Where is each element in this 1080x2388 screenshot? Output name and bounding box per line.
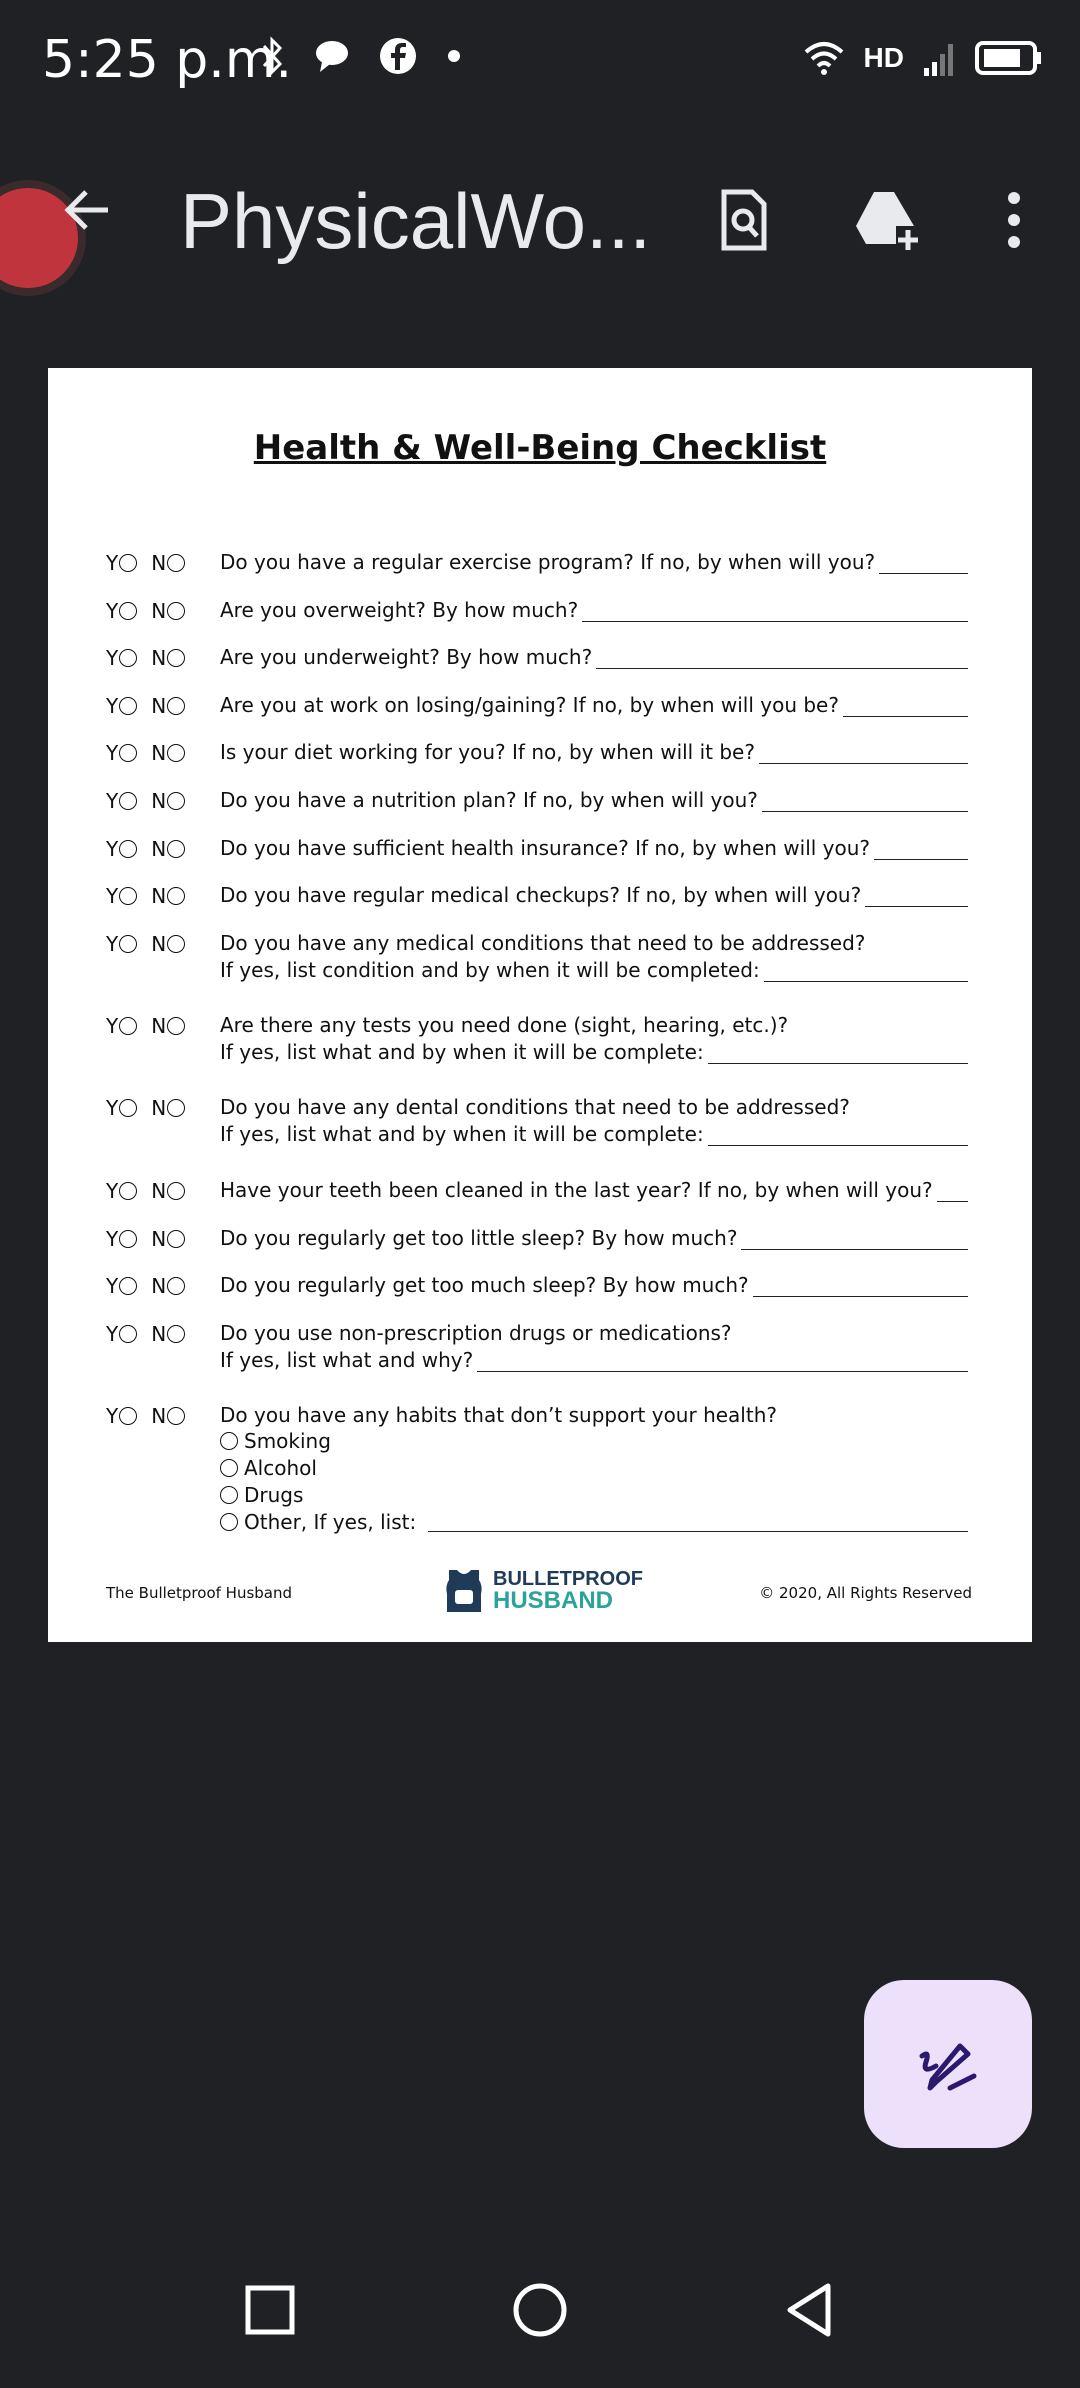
- answer-blank[interactable]: [477, 1351, 968, 1372]
- document-page: [48, 368, 1032, 1642]
- no-radio[interactable]: [167, 935, 185, 953]
- no-label: N: [151, 932, 167, 956]
- no-label: N: [151, 789, 167, 813]
- yes-no-choice: [106, 837, 185, 861]
- question-text: Do you have regular medical checkups? If no, by when will you?: [220, 883, 862, 907]
- answer-blank[interactable]: [708, 1043, 968, 1064]
- question-text: Do you regularly get too much sleep? By how much?: [220, 1273, 749, 1297]
- yes-label: Y: [106, 599, 119, 623]
- other-habits-blank[interactable]: [428, 1511, 968, 1532]
- no-label: N: [151, 1274, 167, 1298]
- yes-radio[interactable]: [119, 1099, 137, 1117]
- question-text: Do you have any dental conditions that need to be addressed?: [220, 1095, 850, 1119]
- habit-label: Alcohol: [244, 1455, 317, 1480]
- no-label: N: [151, 551, 167, 575]
- answer-blank[interactable]: [937, 1181, 968, 1202]
- yes-no-choice: [106, 646, 185, 670]
- question-text: Are there any tests you need done (sight, hearing, etc.)?: [220, 1013, 789, 1037]
- edit-pen-icon: [916, 2032, 980, 2096]
- no-radio[interactable]: [167, 744, 185, 762]
- yes-radio[interactable]: [119, 1017, 137, 1035]
- question-text: Are you overweight? By how much?: [220, 598, 579, 622]
- no-radio[interactable]: [167, 1407, 185, 1425]
- question-text: Do you have a nutrition plan? If no, by when will you?: [220, 788, 758, 812]
- bluetooth-icon: [260, 36, 286, 76]
- yes-no-choice: [106, 789, 185, 813]
- yes-label: Y: [106, 551, 119, 575]
- yes-no-choice: [106, 1274, 185, 1298]
- no-radio[interactable]: [167, 1230, 185, 1248]
- yes-no-choice: [106, 599, 185, 623]
- yes-label: Y: [106, 1274, 119, 1298]
- more-options-icon[interactable]: [980, 186, 1048, 254]
- yes-no-choice: [106, 1322, 185, 1346]
- question-text: Do you have any medical conditions that need to be addressed?: [220, 931, 866, 955]
- no-label: N: [151, 646, 167, 670]
- no-radio[interactable]: [167, 887, 185, 905]
- dot-icon: [444, 36, 464, 76]
- yes-radio[interactable]: [119, 554, 137, 572]
- question-text: Do you regularly get too little sleep? By how much?: [220, 1226, 738, 1250]
- yes-radio[interactable]: [119, 1407, 137, 1425]
- yes-no-choice: [106, 1096, 185, 1120]
- yes-no-choice: [106, 741, 185, 765]
- question-text: Have your teeth been cleaned in the last year? If no, by when will you?: [220, 1178, 933, 1202]
- yes-radio[interactable]: [119, 744, 137, 762]
- answer-blank[interactable]: [759, 743, 968, 764]
- question-text: If yes, list what and by when it will be complete:: [220, 1040, 704, 1064]
- habit-option: [220, 1454, 968, 1481]
- question-text: Are you underweight? By how much?: [220, 645, 593, 669]
- answer-blank[interactable]: [741, 1229, 968, 1250]
- yes-radio[interactable]: [119, 840, 137, 858]
- yes-no-choice: [106, 1227, 185, 1251]
- question-text: Do you have any habits that don’t support your health?: [220, 1403, 777, 1427]
- answer-blank[interactable]: [843, 696, 968, 717]
- no-radio[interactable]: [167, 1325, 185, 1343]
- yes-label: Y: [106, 741, 119, 765]
- habit-label: Drugs: [244, 1482, 304, 1507]
- no-label: N: [151, 837, 167, 861]
- no-radio[interactable]: [167, 554, 185, 572]
- yes-no-choice: [106, 884, 185, 908]
- yes-label: Y: [106, 1179, 119, 1203]
- no-label: N: [151, 1014, 167, 1038]
- bulletproof-husband-logo: [443, 1566, 643, 1616]
- home-circle-icon[interactable]: [510, 2280, 570, 2340]
- vest-icon: [443, 1566, 485, 1616]
- no-label: N: [151, 1096, 167, 1120]
- yes-label: Y: [106, 1404, 119, 1428]
- yes-radio[interactable]: [119, 792, 137, 810]
- no-radio[interactable]: [167, 1277, 185, 1295]
- yes-radio[interactable]: [119, 1182, 137, 1200]
- yes-label: Y: [106, 1096, 119, 1120]
- yes-no-choice: [106, 694, 185, 718]
- question-text: Do you use non-prescription drugs or medications?: [220, 1321, 732, 1345]
- habit-radio[interactable]: [220, 1459, 238, 1477]
- question-text: If yes, list what and by when it will be complete:: [220, 1122, 704, 1146]
- no-label: N: [151, 599, 167, 623]
- battery-icon: [974, 38, 1044, 78]
- question-text: Do you have a regular exercise program? If no, by when will you?: [220, 550, 876, 574]
- no-label: N: [151, 1227, 167, 1251]
- yes-label: Y: [106, 1014, 119, 1038]
- yes-label: Y: [106, 932, 119, 956]
- answer-blank[interactable]: [865, 886, 968, 907]
- signal-icon: [922, 38, 956, 78]
- network-type: HD: [863, 42, 904, 73]
- no-radio[interactable]: [167, 697, 185, 715]
- yes-label: Y: [106, 789, 119, 813]
- yes-radio[interactable]: [119, 935, 137, 953]
- yes-label: Y: [106, 1322, 119, 1346]
- question-text: If yes, list what and why?: [220, 1348, 474, 1372]
- yes-label: Y: [106, 884, 119, 908]
- chat-bubble-icon: [312, 36, 352, 76]
- app-bar: [0, 150, 1080, 290]
- answer-blank[interactable]: [762, 791, 968, 812]
- yes-no-choice: [106, 1179, 185, 1203]
- yes-radio[interactable]: [119, 649, 137, 667]
- search-document-icon[interactable]: [710, 186, 778, 254]
- yes-radio[interactable]: [119, 602, 137, 620]
- yes-label: Y: [106, 694, 119, 718]
- answer-blank[interactable]: [764, 961, 968, 982]
- habit-label: Smoking: [244, 1428, 331, 1453]
- footer-left: The Bulletproof Husband: [106, 1584, 293, 1602]
- add-to-drive-icon[interactable]: [852, 186, 920, 254]
- answer-blank[interactable]: [582, 601, 968, 622]
- back-arrow-icon[interactable]: [58, 180, 118, 240]
- yes-radio[interactable]: [119, 1277, 137, 1295]
- habit-option: [220, 1427, 968, 1454]
- habit-label: Other, If yes, list:: [244, 1509, 417, 1534]
- habit-option: [220, 1508, 968, 1535]
- yes-radio[interactable]: [119, 697, 137, 715]
- question-text: If yes, list condition and by when it will be completed:: [220, 958, 760, 982]
- logo-line2: HUSBAND: [493, 1587, 613, 1614]
- no-radio[interactable]: [167, 649, 185, 667]
- question-text: Are you at work on losing/gaining? If no, by when will you be?: [220, 693, 839, 717]
- yes-label: Y: [106, 1227, 119, 1251]
- habit-radio[interactable]: [220, 1513, 238, 1531]
- yes-no-choice: [106, 1404, 185, 1428]
- no-label: N: [151, 884, 167, 908]
- no-radio[interactable]: [167, 1017, 185, 1035]
- no-label: N: [151, 1179, 167, 1203]
- no-radio[interactable]: [167, 602, 185, 620]
- footer-right: © 2020, All Rights Reserved: [759, 1584, 972, 1602]
- yes-radio[interactable]: [119, 887, 137, 905]
- no-radio[interactable]: [167, 1099, 185, 1117]
- edit-fab-button[interactable]: [864, 1980, 1032, 2148]
- recents-square-icon[interactable]: [240, 2280, 300, 2340]
- no-radio[interactable]: [167, 840, 185, 858]
- back-triangle-icon[interactable]: [780, 2280, 840, 2340]
- yes-no-choice: [106, 551, 185, 575]
- document-title: PhysicalWo...: [180, 177, 652, 265]
- no-label: N: [151, 741, 167, 765]
- wifi-icon: [802, 38, 846, 78]
- answer-blank[interactable]: [753, 1276, 968, 1297]
- answer-blank[interactable]: [879, 553, 968, 574]
- no-label: N: [151, 694, 167, 718]
- question-text: Is your diet working for you? If no, by when will it be?: [220, 740, 755, 764]
- habit-radio[interactable]: [220, 1486, 238, 1504]
- facebook-icon: [378, 36, 418, 76]
- yes-no-choice: [106, 932, 185, 956]
- yes-radio[interactable]: [119, 1230, 137, 1248]
- no-label: N: [151, 1404, 167, 1428]
- status-bar: [0, 0, 1080, 120]
- no-label: N: [151, 1322, 167, 1346]
- status-time: 5:25 p.m.: [42, 30, 293, 90]
- yes-label: Y: [106, 837, 119, 861]
- habit-radio[interactable]: [220, 1432, 238, 1450]
- answer-blank[interactable]: [708, 1125, 968, 1146]
- question-text: Do you have sufficient health insurance? If no, by when will you?: [220, 836, 871, 860]
- answer-blank[interactable]: [874, 839, 968, 860]
- checklist-title: Health & Well-Being Checklist: [253, 428, 827, 468]
- answer-blank[interactable]: [596, 648, 968, 669]
- yes-no-choice: [106, 1014, 185, 1038]
- logo-line1: BULLETPROOF: [493, 1568, 643, 1590]
- habit-option: [220, 1481, 968, 1508]
- yes-radio[interactable]: [119, 1325, 137, 1343]
- no-radio[interactable]: [167, 1182, 185, 1200]
- no-radio[interactable]: [167, 792, 185, 810]
- yes-label: Y: [106, 646, 119, 670]
